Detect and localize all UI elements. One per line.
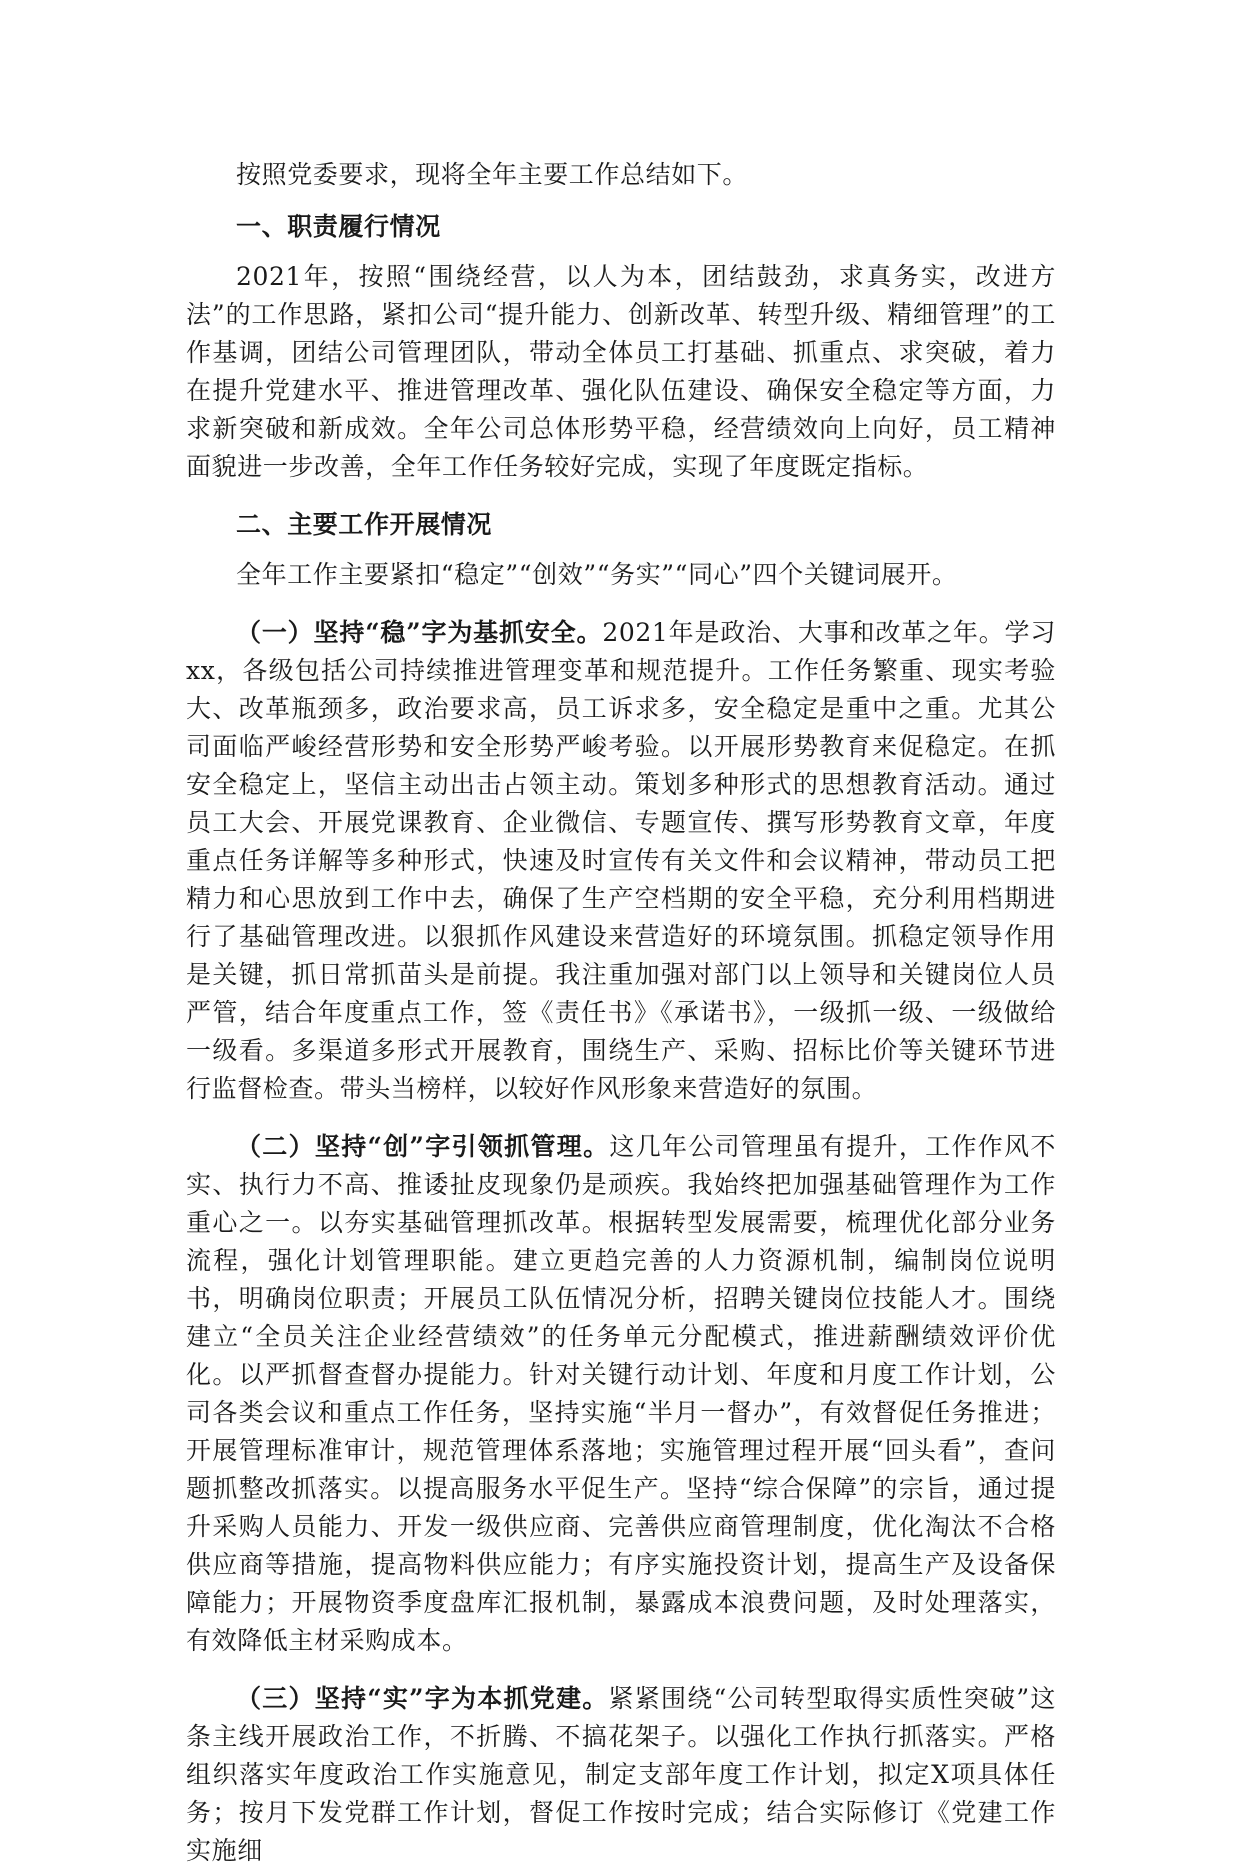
item-1-paragraph [186,614,1056,1108]
item-2-text: 这几年公司管理虽有提升，工作作风不实、执行力不高、推诿扯皮现象仍是顽疾。我始终把加强基础管理作为工作重心之一。以夯实基础管理抓改革。根据转型发展需要，梳理优化部分业务流程，强化计划管理职能。建立更趋完善的人力资源机制，编制岗位说明书，明确岗位职责；开展员工队伍情况分析，招聘关键岗位技能人才。围绕建立“全员关注企业经营绩效”的任务单元分配模式，推进薪酬绩效评价优化。以严抓督查督办提能力。针对关键行动计划、年度和月度工作计划，公司各类会议和重点工作任务，坚持实施“半月一督办”，有效督促任务推进；开展管理标准审计，规范管理体系落地；实施管理过程开展“回头看”，查问题抓整改抓落实。以提高服务水平促生产。坚持“综合保障”的宗旨，通过提升采购人员能力、开发一级供应商、完善供应商管理制度，优化淘汰不合格供应商等措施，提高物料供应能力；有序实施投资计划，提高生产及设备保障能力；开展物资季度盘库汇报机制，暴露成本浪费问题，及时处理落实，有效降低主材采购成本。 [186,1132,1056,1655]
item-2-paragraph [186,1128,1056,1660]
item-3-paragraph [186,1680,1056,1870]
item-2-lead: （二）坚持“创”字引领抓管理。 [236,1132,610,1161]
section-2-intro: 全年工作主要紧扣“稳定”“创效”“务实”“同心”四个关键词展开。 [236,560,958,589]
item-1-text: 2021年是政治、大事和改革之年。学习xx，各级包括公司持续推进管理变革和规范提升。工作任务繁重、现实考验大、改革瓶颈多，政治要求高，员工诉求多，安全稳定是重中之重。尤其公司面临严峻经营形势和安全形势严峻考验。以开展形势教育来促稳定。在抓安全稳定上，坚信主动出击占领主动。策划多种形式的思想教育活动。通过员工大会、开展党课教育、企业微信、专题宣传、撰写形势教育文章，年度重点任务详解等多种形式，快速及时宣传有关文件和会议精神，带动员工把精力和心思放到工作中去，确保了生产空档期的安全平稳，充分利用档期进行了基础管理改进。以狠抓作风建设来营造好的环境氛围。抓稳定领导作用是关键，抓日常抓苗头是前提。我注重加强对部门以上领导和关键岗位人员严管，结合年度重点工作，签《责任书》《承诺书》，一级抓一级、一级做给一级看。多渠道多形式开展教育，围绕生产、采购、招标比价等关键环节进行监督检查。带头当榜样，以较好作风形象来营造好的氛围。 [186,618,1057,1103]
item-1-lead: （一）坚持“稳”字为基抓安全。 [236,618,603,647]
item-3-lead: （三）坚持“实”字为本抓党建。 [236,1684,609,1713]
section-1-heading: 一、职责履行情况 [236,212,441,241]
item-3-text: 紧紧围绕“公司转型取得实质性突破”这条主线开展政治工作，不折腾、不搞花架子。以强化工作执行抓落实。严格组织落实年度政治工作实施意见，制定支部年度工作计划，拟定X项具体任务；按月下发党群工作计划，督促工作按时完成；结合实际修订《党建工作实施细 [186,1684,1056,1865]
section-1-body: 2021年，按照“围绕经营，以人为本，团结鼓劲，求真务实，改进方法”的工作思路，紧扣公司“提升能力、创新改革、转型升级、精细管理”的工作基调，团结公司管理团队，带动全体员工打基础、抓重点、求突破，着力在提升党建水平、推进管理改革、强化队伍建设、确保安全稳定等方面，力求新突破和新成效。全年公司总体形势平稳，经营绩效向上向好，员工精神面貌进一步改善，全年工作任务较好完成，实现了年度既定指标。 [186,262,1056,481]
intro-paragraph: 按照党委要求，现将全年主要工作总结如下。 [236,160,749,189]
section-2-heading: 二、主要工作开展情况 [236,510,493,539]
